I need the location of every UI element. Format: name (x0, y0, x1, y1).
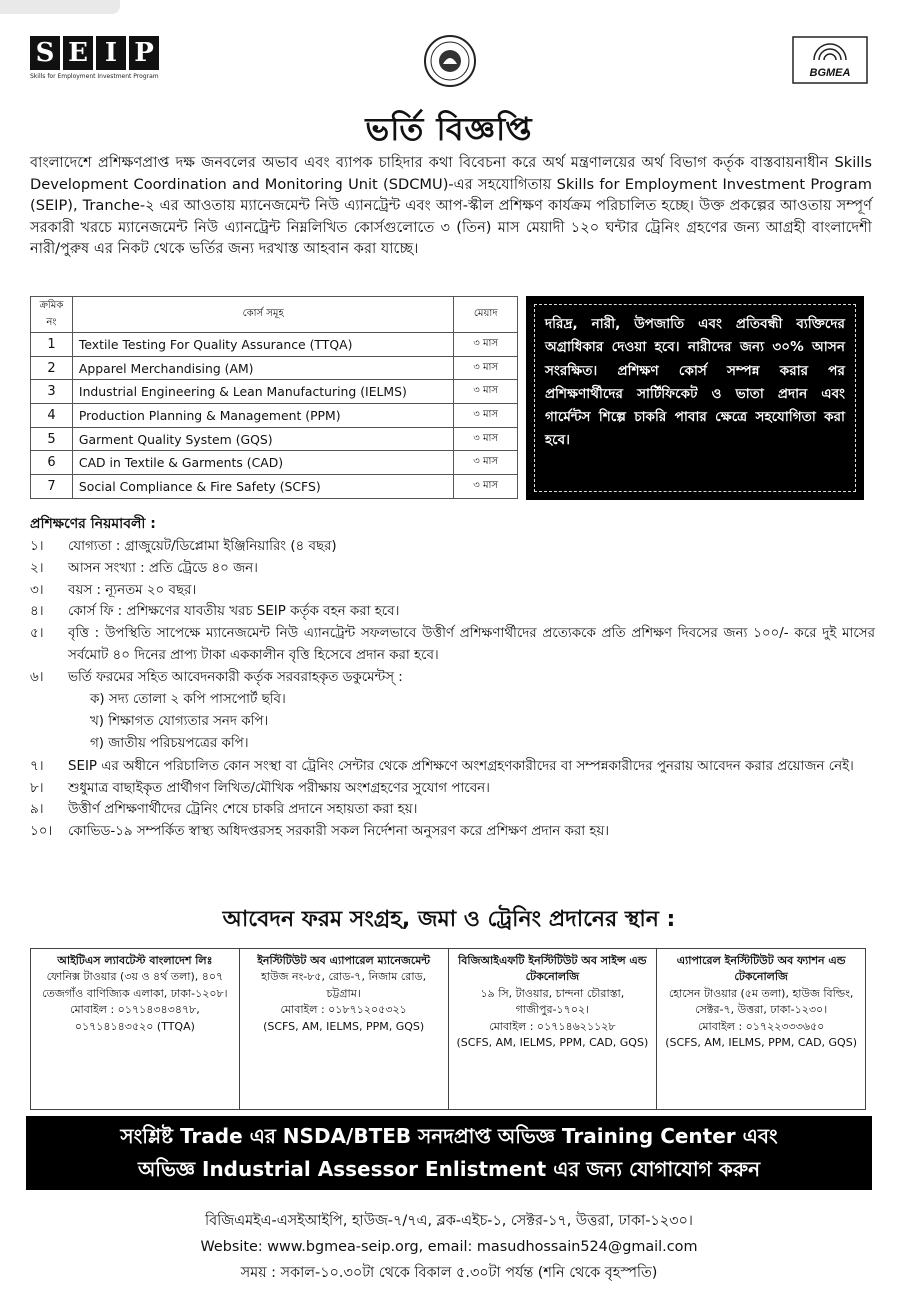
venue-address: হাউজ নং-৮৫, রোড-৭, নিজাম রোড, চট্টগ্রাম। (261, 970, 427, 1000)
seip-wordmark (30, 36, 168, 70)
serial-cell: 4 (31, 404, 73, 428)
course-cell: Apparel Merchandising (AM) (72, 356, 453, 380)
serial-cell: 3 (31, 380, 73, 404)
table-row (31, 333, 518, 357)
seip-letter: P (129, 36, 159, 70)
venue-grid (30, 948, 866, 1110)
duration-cell: ৩ মাস (454, 451, 518, 475)
rule-number: ৮। (30, 780, 44, 796)
venue-address: ফোনিক্স টাওয়ার (৩য় ও ৪র্থ তলা), ৪০৭ তেজগাঁও বাণিজ্যিক এলাকা, ঢাকা-১২০৮। (42, 970, 228, 1000)
table-header-row (31, 297, 518, 333)
contact-footer (0, 1208, 898, 1286)
government-seal-icon (423, 34, 477, 88)
table-row (31, 380, 518, 404)
venue-address: ১৯ সি, টাওয়ার, চান্দনা চৌরাস্তা, গাজীপুর-১৭০২। (480, 986, 625, 1017)
document-subitem: গ) জাতীয় পরিচয়পত্রের কপি। (90, 736, 249, 752)
rules-list (30, 536, 875, 843)
column-header-duration: মেয়াদ (454, 297, 518, 333)
rule-number: ১। (30, 539, 44, 554)
venue-mobile: মোবাইল : ০১৮৭১২০৫৩২১ (280, 1003, 407, 1017)
venue-courses: (SCFS, AM, IELMS, PPM, GQS) (263, 1019, 425, 1033)
duration-cell: ৩ মাস (454, 380, 518, 404)
rule-text: SEIP এর অধীনে পরিচালিত কোন সংস্থা বা ট্রেনিং সেন্টার থেকে প্রশিক্ষণে অংশগ্রহণকারীদের বা সম্পন্নকারীদের পুনরায় আবেদন করার প্রয়োজন নেই। (68, 758, 854, 774)
bgmea-text: BGMEA (809, 67, 851, 79)
venue-card (656, 948, 866, 1110)
venue-card (239, 948, 448, 1110)
venue-name: এ্যাপারেল ইনস্টিটিউট অব ফ্যাশন এন্ড টেকনোলজি (676, 954, 846, 984)
venue-mobile: মোবাইল : ০১৭১৪৬২১১২৮ (489, 1019, 616, 1033)
rule-text: বয়স : ন্যূনতম ২০ বছর। (68, 582, 197, 598)
venue-mobile: মোবাইল : ০১৭১৪৩৪৩৪৭৮, ০১৭১৪১৪৩৫২০ (TTQA) (69, 1003, 200, 1033)
venue-address: হোসেন টাওয়ার (৫ম তলা), হাউজ বিল্ডিং, সেক্টর-৭, উত্তরা, ঢাকা-১২৩০। (668, 986, 854, 1017)
rule-number: ৫। (30, 626, 44, 642)
course-cell: Garment Quality System (GQS) (72, 427, 453, 451)
rule-number: ২। (30, 560, 44, 576)
venue-heading: আবেদন ফরম সংগ্রহ, জমা ও ট্রেনিং প্রদানের স্থান : (222, 907, 676, 932)
rule-text: বৃত্তি : উপস্থিতি সাপেক্ষে ম্যানেজমেন্ট নিউ এ্যানট্রেন্ট সফলভাবে উত্তীর্ণ প্রশিক্ষণার্থীদের প্রত্যেককে প্রতি প্রশিক্ষণ দিবসের জন্য ১০০/- করে দুই মাসের সর্বমোট ৪০ দিনের প্রাপ্য টাকা এককালীন বৃত্তি হিসেবে প্রদান করা হবে। (68, 626, 875, 663)
duration-cell: ৩ মাস (454, 333, 518, 357)
duration-cell: ৩ মাস (454, 475, 518, 499)
list-item (30, 536, 875, 558)
list-item (30, 601, 875, 623)
rule-text: শুধুমাত্র বাছাইকৃত প্রার্থীগণ লিখিত/মৌখিক পরীক্ষায় অংশগ্রহণের সুযোগ পাবেন। (68, 780, 490, 796)
table-row (31, 404, 518, 428)
rule-number: ৩। (30, 582, 44, 598)
list-item (30, 821, 875, 843)
table-row (31, 356, 518, 380)
seip-subtitle: Skills for Employment Investment Program (30, 73, 159, 80)
serial-cell: 2 (31, 356, 73, 380)
rule-text: উত্তীর্ণ প্রশিক্ষণার্থীদের ট্রেনিং শেষে চাকরি প্রদানে সহায়তা করা হয়। (68, 802, 418, 818)
list-item (30, 667, 875, 689)
list-item (30, 756, 875, 778)
list-item (30, 778, 875, 800)
rule-text: আসন সংখ্যা : প্রতি ট্রেডে ৪০ জন। (68, 560, 258, 576)
rule-text: কোভিড-১৯ সম্পর্কিত স্বাস্থ্য অধিদপ্তরসহ সরকারী সকল নির্দেশনা অনুসরণ করে প্রশিক্ষণ প্রদান করা হয়। (68, 824, 610, 840)
venue-name: ইনস্টিটিউট অব এ্যাপারেল ম্যানেজমেন্ট (257, 954, 431, 967)
course-table (30, 296, 518, 499)
document-subitem: খ) শিক্ষাগত যোগ্যতার সনদ কপি। (90, 713, 269, 729)
course-cell: CAD in Textile & Garments (CAD) (72, 451, 453, 475)
rule-number: ১০। (30, 824, 53, 840)
contact-address: বিজিএমইএ-এসইআইপি, হাউজ-৭/৭এ, ব্লক-এইচ-১, সেক্টর-১৭, উত্তরা, ঢাকা-১২৩০। (205, 1213, 693, 1229)
serial-cell: 5 (31, 427, 73, 451)
rule-text: যোগ্যতা : গ্রাজুয়েট/ডিপ্লোমা ইঞ্জিনিয়ারিং (৪ বছর) (68, 539, 337, 554)
rule-number: ৯। (30, 802, 44, 818)
rule-text: কোর্স ফি : প্রশিক্ষণের যাবতীয় খরচ SEIP কর্তৃক বহন করা হবে। (68, 604, 400, 620)
duration-cell: ৩ মাস (454, 404, 518, 428)
column-header-serial: ক্রমিক নং (31, 297, 73, 333)
intro-paragraph: বাংলাদেশে প্রশিক্ষণপ্রাপ্ত দক্ষ জনবলের অভাব এবং ব্যাপক চাহিদার কথা বিবেচনা করে অর্থ মন্ত্রণালয়ের অর্থ বিভাগ কর্তৃক বাস্তবায়নাধীন Skills Development Coordination and Monitoring Unit (SDCMU)-এর সহযোগিতায় Skills for Employment Investment Program (SEIP), Tranche-২ এর আওতায় ম্যানেজমেন্ট নিউ এ্যানট্রেন্ট এবং আপ-স্কীল প্রশিক্ষণ কার্যক্রম পরিচালিত হচ্ছে। উক্ত প্রকল্পের আওতায় সম্পূর্ণ সরকারী খরচে ম্যানেজমেন্ট নিউ এ্যানট্রেন্ট নিম্নলিখিত কোর্সগুলোতে ৩ (তিন) মাস মেয়াদী ১২০ ঘন্টার ট্রেনিং গ্রহণের জন্য আগ্রহী বাংলাদেশী নারী/পুরুষ এর নিকট থেকে ভর্তির জন্য দরখাস্ত আহবান করা যাচ্ছে। (30, 154, 872, 258)
seip-logo (30, 36, 168, 84)
priority-notice-text: দরিদ্র, নারী, উপজাতি এবং প্রতিবন্ধী ব্যক্তিদের অগ্রাধিকার দেওয়া হবে। নারীদের জন্য ৩০% আসন সংরক্ষিত। প্রশিক্ষণ কোর্স সম্পন্ন করার পর প্রশিক্ষণার্থীদের সার্টিফিকেট ও ভাতা প্রদান এবং গার্মেন্টস শিল্পে চাকরি পাবার ক্ষেত্রে সহযোগিতা করা হবে। (534, 304, 856, 492)
list-item (30, 799, 875, 821)
venue-courses: (SCFS, AM, IELMS, PPM, CAD, GQS) (456, 1036, 649, 1050)
venue-card (30, 948, 239, 1110)
venue-name: বিজিআইএফটি ইনস্টিটিউট অব সাইন্স এন্ড টেকনোলজি (458, 954, 647, 984)
page-title: ভর্তি বিজ্ঞপ্তি (365, 110, 533, 148)
seip-letter: I (96, 36, 126, 70)
contact-banner (26, 1116, 872, 1190)
table-row (31, 427, 518, 451)
document-subitem: ক) সদ্য তোলা ২ কপি পাসপোর্ট ছবি। (90, 691, 286, 707)
table-row (31, 475, 518, 499)
rule-number: ৪। (30, 604, 44, 620)
rules-heading: প্রশিক্ষণের নিয়মাবলী : (30, 516, 156, 532)
venue-name: আইটিএস ল্যাবটেস্ট বাংলাদেশ লিঃ (57, 954, 213, 967)
list-item (30, 558, 875, 580)
contact-web-email[interactable]: Website: www.bgmea-seip.org, email: masudhossain524@gmail.com (200, 1239, 698, 1255)
banner-line: সংশ্লিষ্ট Trade এর NSDA/BTEB সনদপ্রাপ্ত অভিজ্ঞ Training Center এবং (120, 1124, 778, 1148)
rule-number: ৬। (30, 669, 44, 685)
rule-number: ৭। (30, 758, 44, 774)
banner-line: অভিজ্ঞ Industrial Assessor Enlistment এর জন্য যোগাযোগ করুন (137, 1157, 761, 1181)
tab-strip (0, 0, 120, 14)
bgmea-logo (792, 36, 868, 84)
serial-cell: 1 (31, 333, 73, 357)
priority-notice-box (526, 296, 864, 500)
duration-cell: ৩ মাস (454, 356, 518, 380)
venue-mobile: মোবাইল : ০১৭২২৩৩৩৬৫০ (697, 1019, 825, 1033)
venue-card (448, 948, 657, 1110)
seip-letter: E (63, 36, 93, 70)
list-item (30, 580, 875, 602)
serial-cell: 7 (31, 475, 73, 499)
serial-cell: 6 (31, 451, 73, 475)
duration-cell: ৩ মাস (454, 427, 518, 451)
header (30, 34, 868, 92)
table-row (31, 451, 518, 475)
seip-letter: S (30, 36, 60, 70)
course-cell: Social Compliance & Fire Safety (SCFS) (72, 475, 453, 499)
rule-text: ভর্তি ফরমের সহিত আবেদনকারী কর্তৃক সরবরাহকৃত ডকুমেন্টস্ : (68, 669, 403, 685)
course-cell: Production Planning & Management (PPM) (72, 404, 453, 428)
course-cell: Textile Testing For Quality Assurance (TTQA) (72, 333, 453, 357)
office-hours: সময় : সকাল-১০.৩০টা থেকে বিকাল ৫.৩০টা পর্যন্ত (শনি থেকে বৃহস্পতি) (240, 1265, 658, 1281)
venue-courses: (SCFS, AM, IELMS, PPM, CAD, GQS) (665, 1036, 857, 1050)
column-header-course: কোর্স সমূহ (72, 297, 453, 333)
course-cell: Industrial Engineering & Lean Manufacturing (IELMS) (72, 380, 453, 404)
list-item (30, 623, 875, 667)
